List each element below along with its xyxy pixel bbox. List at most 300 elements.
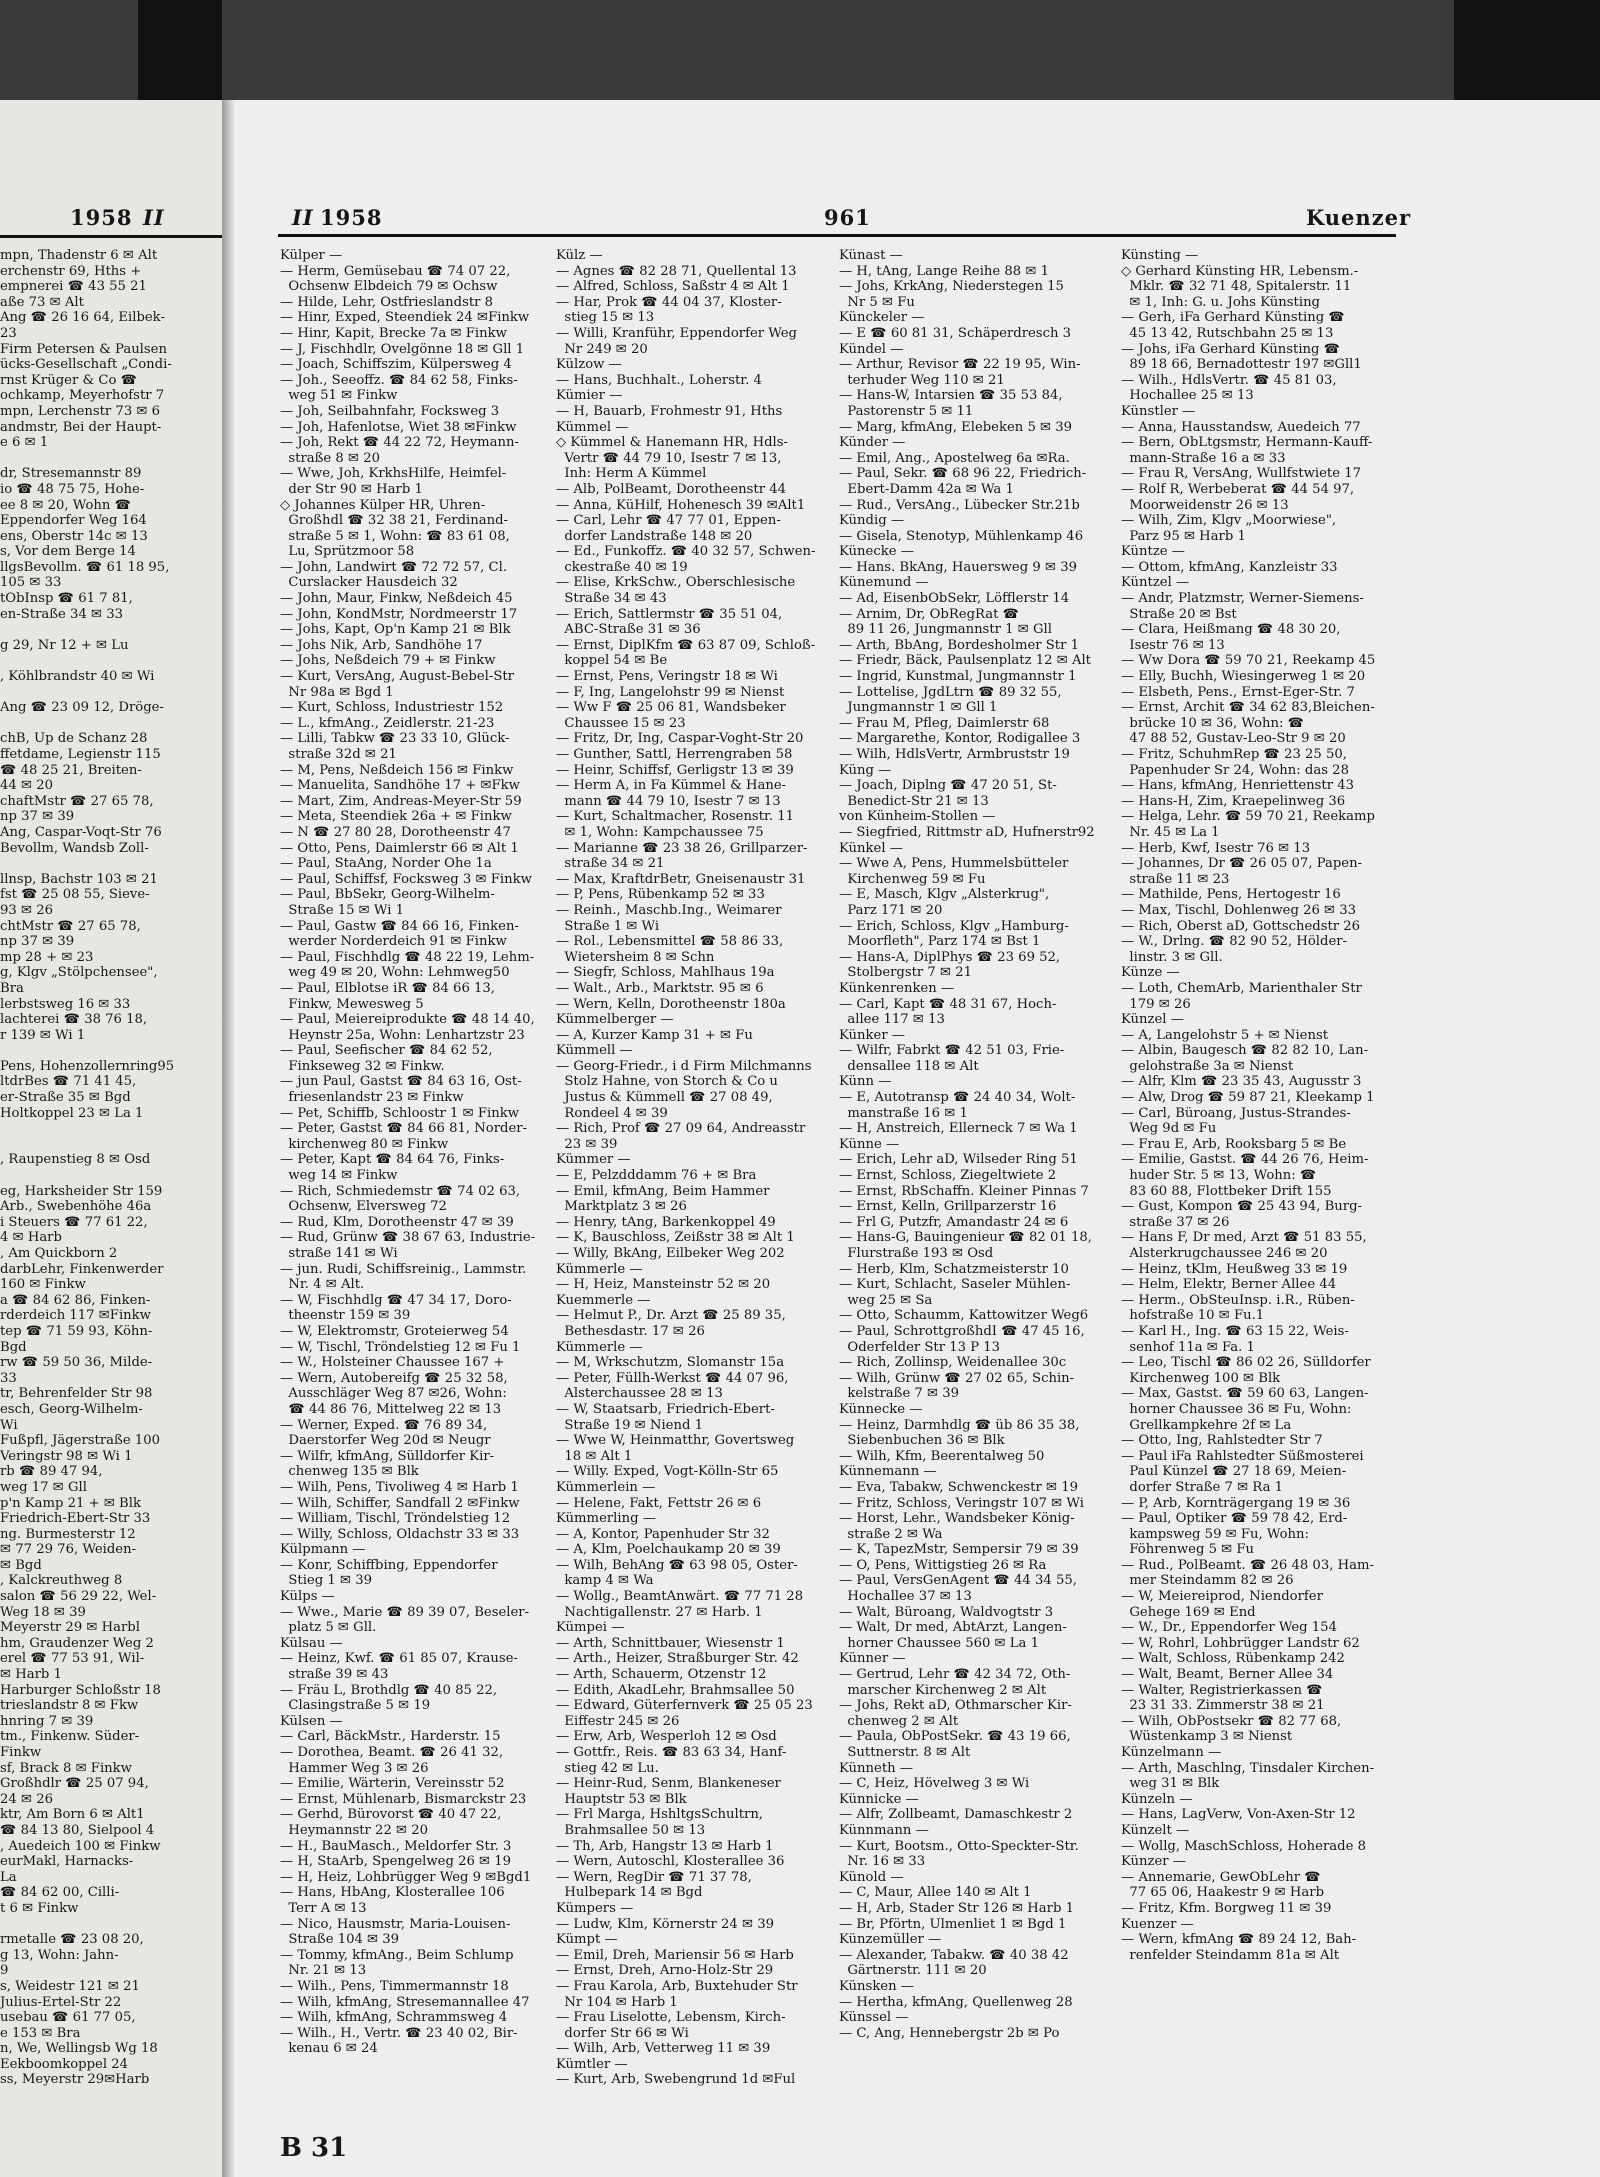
directory-entry-line: — Clara, Heißmang ☎ 48 30 20, (1121, 622, 1341, 638)
directory-entry-line: — W, Elektromstr, Groteierweg 54 (280, 1323, 509, 1339)
directory-entry-line: Künzeln — (1121, 1791, 1193, 1807)
book-gutter (222, 100, 236, 2177)
left-fragment-line: ss, Meyerstr 29✉Harb (0, 2072, 150, 2088)
directory-entry-line: — Friedr, Bäck, Paulsenplatz 12 ✉ Alt (839, 653, 1091, 669)
directory-entry-line: 179 ✉ 26 (1121, 996, 1191, 1012)
directory-entry-line: Künzelt — (1121, 1822, 1190, 1838)
directory-entry-line: — Willy, Schloss, Oldachstr 33 ✉ 33 (280, 1526, 520, 1542)
directory-entry-line: — Carl, BäckMstr., Harderstr. 15 (280, 1729, 501, 1745)
directory-entry-line: — Anna, Hausstandsw, Auedeich 77 (1121, 419, 1361, 435)
directory-entry-line: — Ottom, kfmAng, Kanzleistr 33 (1121, 559, 1338, 575)
directory-entry-line: Finkw, Mewesweg 5 (280, 996, 424, 1012)
directory-entry-line: Künold — (839, 1869, 904, 1885)
directory-entry-line: Kümpers — (556, 1900, 634, 1916)
header-section: II (292, 205, 314, 230)
directory-entry-line: — Hans, HbAng, Klosterallee 106 (280, 1885, 505, 1901)
directory-entry-line: — Hans, kfmAng, Henriettenstr 43 (1121, 778, 1354, 794)
directory-entry-line: Oderfelder Str 13 P 13 (839, 1339, 1001, 1355)
directory-entry-line: — Wilh., H., Vertr. ☎ 23 40 02, Bir- (280, 2025, 518, 2041)
directory-entry-line: — Elise, KrkSchw., Oberschlesische (556, 575, 796, 591)
directory-entry-line: — Kurt, Schlacht, Saseler Mühlen- (839, 1277, 1071, 1293)
directory-entry-line: friesenlandstr 23 ✉ Finkw (280, 1090, 464, 1106)
directory-entry-line: — Peter, Kapt ☎ 84 64 76, Finks- (280, 1152, 505, 1168)
directory-entry-line: — Wern, Kelln, Dorotheenstr 180a (556, 996, 786, 1012)
directory-entry-line: Hochallee 37 ✉ 13 (839, 1589, 972, 1605)
left-fragment-line: e 153 ✉ Bra (0, 2025, 81, 2041)
directory-entry-line: — Wwe A, Pens, Hummelsbütteler (839, 856, 1069, 872)
directory-entry-line: — Marg, kfmAng, Elebeken 5 ✉ 39 (839, 419, 1073, 435)
directory-entry-line: — W, Rohrl, Lohbrügger Landstr 62 (1121, 1635, 1360, 1651)
directory-entry-line: — Hans. BkAng, Hauersweg 9 ✉ 39 (839, 559, 1077, 575)
directory-entry-line: — Paul, VersGenAgent ☎ 44 34 55, (839, 1573, 1077, 1589)
directory-entry-line: straße 39 ✉ 43 (280, 1667, 389, 1683)
directory-entry-line: — Kurt, Schaltmacher, Rosenstr. 11 (556, 809, 795, 825)
directory-entry-line: — Wilh, Kfm, Beerentalweg 50 (839, 1448, 1045, 1464)
directory-entry-line: Kümier — (556, 388, 623, 404)
directory-entry-line: Künsting — (1121, 248, 1199, 263)
left-fragment-line: trieslandstr 8 ✉ Fkw (0, 1698, 139, 1714)
directory-entry-line: straße 11 ✉ 23 (1121, 871, 1230, 887)
left-fragment-line: 4 ✉ Harb (0, 1230, 62, 1246)
directory-entry-line: — William, Tischl, Tröndelstieg 12 (280, 1511, 511, 1527)
signature-mark: B 31 (280, 2133, 348, 2163)
directory-entry-line: — Helm, Elektr, Berner Allee 44 (1121, 1277, 1337, 1293)
directory-entry-line: — Herm A, in Fa Kümmel & Hane- (556, 778, 787, 794)
directory-entry-line: Kümmerle — (556, 1261, 643, 1277)
directory-entry-line: 45 13 42, Rutschbahn 25 ✉ 13 (1121, 325, 1334, 341)
left-fragment-line: en-Straße 34 ✉ 33 (0, 606, 124, 622)
directory-entry-line: — Frau Liselotte, Lebensm, Kirch- (556, 2010, 786, 2026)
left-fragment-line: Ang, Caspar-Voqt-Str 76 (0, 824, 162, 840)
directory-entry-line: — jun. Rudi, Schiffsreinig., Lammstr. (280, 1261, 527, 1277)
left-fragment-line: rnst Krüger & Co ☎ (0, 372, 138, 388)
directory-entry-line: — Walt, Beamt, Berner Allee 34 (1121, 1667, 1334, 1683)
left-fragment-line: llgsBevollm. ☎ 61 18 95, (0, 559, 170, 575)
directory-entry-line: Kümmer — (556, 1152, 631, 1168)
directory-entry-line: — Agnes ☎ 82 28 71, Quellental 13 (556, 263, 797, 279)
directory-entry-line: Künzel — (1121, 1012, 1184, 1028)
directory-entry-line: Nr 249 ✉ 20 (556, 341, 648, 357)
directory-entry-line: — John, Maur, Finkw, Neßdeich 45 (280, 591, 513, 607)
directory-entry-line: weg 31 ✉ Blk (1121, 1776, 1220, 1792)
left-fragment-line (0, 1121, 218, 1137)
left-fragment-line: Fußpfl, Jägerstraße 100 (0, 1433, 160, 1449)
directory-entry-line: Künnmann — (839, 1822, 929, 1838)
directory-entry-line: — Rich, Oberst aD, Gottschedstr 26 (1121, 918, 1361, 934)
directory-entry-line: Künemund — (839, 575, 929, 591)
left-fragment-line: , Köhlbrandstr 40 ✉ Wi (0, 669, 155, 685)
directory-entry-line: — A, Klm, Poelchaukamp 20 ✉ 39 (556, 1542, 781, 1558)
left-fragment-line: Firm Petersen & Paulsen (0, 341, 167, 357)
directory-entry-line: — C, Ang, Hennebergstr 2b ✉ Po (839, 2025, 1060, 2041)
left-fragment-line: ☎ 84 62 00, Cilli- (0, 1885, 120, 1901)
left-fragment-line: ng. Burmesterstr 12 (0, 1526, 136, 1542)
directory-entry-line: manstraße 16 ✉ 1 (839, 1105, 968, 1121)
left-fragment-line: dr, Stresemannstr 89 (0, 466, 142, 482)
directory-entry-line: — Andr, Platzmstr, Werner-Siemens- (1121, 591, 1364, 607)
directory-entry-line: Paul Künzel ☎ 27 18 69, Meien- (1121, 1464, 1347, 1480)
left-fragment-line: Julius-Ertel-Str 22 (0, 1994, 122, 2010)
directory-entry-line: stieg 42 ✉ Lu. (556, 1760, 659, 1776)
directory-entry-line: — Gertrud, Lehr ☎ 42 34 72, Oth- (839, 1667, 1071, 1683)
directory-entry-line: — Loth, ChemArb, Marienthaler Str (1121, 980, 1362, 996)
directory-entry-line: Hammer Weg 3 ✉ 26 (280, 1760, 429, 1776)
directory-entry-line: linstr. 3 ✉ Gll. (1121, 949, 1223, 965)
directory-entry-line: — Herb, Kwf, Isestr 76 ✉ 13 (1121, 840, 1311, 856)
directory-entry-line: — Johs, KrkAng, Niederstegen 15 (839, 279, 1064, 295)
left-fragment-line: np 37 ✉ 39 (0, 809, 75, 825)
directory-entry-line: — Max, KraftdrBetr, Gneisenaustr 31 (556, 871, 806, 887)
left-page-fragment-column (0, 248, 218, 2088)
left-fragment-line: , Kalckreuthweg 8 (0, 1573, 123, 1589)
left-fragment-line: ücks-Gesellschaft „Condi- (0, 357, 172, 373)
left-fragment-line: ☎ 48 25 21, Breiten- (0, 762, 142, 778)
directory-entry-line: theenstr 159 ✉ 39 (280, 1308, 411, 1324)
directory-entry-line: Künzelmann — (1121, 1745, 1222, 1760)
directory-entry-line: — Wern, Autobereifg ☎ 25 32 58, (280, 1370, 508, 1386)
directory-entry-line: Eiffestr 245 ✉ 26 (556, 1713, 680, 1729)
left-fragment-line: Weg 18 ✉ 39 (0, 1604, 86, 1620)
directory-entry-line: — W, Tischl, Tröndelstieg 12 ✉ Fu 1 (280, 1339, 521, 1355)
directory-entry-line: — Emilie, Wärterin, Vereinsstr 52 (280, 1776, 505, 1792)
directory-entry-line: Kuemmerle — (556, 1292, 651, 1308)
directory-entry-line: Künecke — (839, 544, 914, 560)
left-fragment-line: 23 (0, 325, 17, 341)
directory-entry-line: Straße 20 ✉ Bst (1121, 606, 1237, 622)
directory-entry-line: straße 37 ✉ 26 (1121, 1214, 1230, 1230)
directory-entry-line: — Ernst, DiplKfm ☎ 63 87 09, Schloß- (556, 637, 816, 653)
directory-entry-line: — Joach, Diplng ☎ 47 20 51, St- (839, 778, 1057, 794)
directory-entry-line: chenweg 2 ✉ Alt (839, 1713, 959, 1729)
directory-entry-line: — Wilh, Pens, Tivoliweg 4 ✉ Harb 1 (280, 1479, 519, 1495)
directory-entry-line: — Emilie, Gastst. ☎ 44 26 76, Heim- (1121, 1152, 1369, 1168)
left-fragment-line: ktr, Am Born 6 ✉ Alt1 (0, 1807, 145, 1823)
directory-entry-line: Benedict-Str 21 ✉ 13 (839, 793, 989, 809)
left-fragment-line: tep ☎ 71 59 93, Köhn- (0, 1323, 153, 1339)
directory-entry-line: — Hinr, Exped, Steendiek 24 ✉Finkw (280, 310, 530, 326)
directory-entry-line: — Joach, Schiffszim, Külpersweg 4 (280, 357, 512, 373)
directory-entry-line: — Hans-A, DiplPhys ☎ 23 69 52, (839, 949, 1061, 965)
directory-entry-line: — Wwe, Joh, KrkhsHilfe, Heimfel- (280, 466, 507, 482)
directory-entry-line: — Joh., Seeoffz. ☎ 84 62 58, Finks- (280, 372, 518, 388)
directory-entry-line: Künkenrenken — (839, 980, 955, 996)
directory-entry-line: — Joh, Rekt ☎ 44 22 72, Heymann- (280, 435, 519, 451)
directory-entry-line: — Ernst, Dreh, Arno-Holz-Str 29 (556, 1963, 774, 1979)
directory-entry-line: — Rud, Grünw ☎ 38 67 63, Industrie- (280, 1230, 536, 1246)
left-fragment-line: Friedrich-Ebert-Str 33 (0, 1511, 151, 1527)
directory-entry-line: Kümmel — (556, 419, 629, 435)
directory-entry-line: 89 18 66, Bernadottestr 197 ✉Gll1 (1121, 357, 1362, 373)
directory-entry-line: — Johs Nik, Arb, Sandhöhe 17 (280, 637, 483, 653)
directory-entry-line: — A, Kurzer Kamp 31 + ✉ Fu (556, 1027, 753, 1043)
left-fragment-line (0, 1043, 218, 1059)
directory-entry-line: Ausschläger Weg 87 ✉26, Wohn: (280, 1386, 507, 1402)
directory-entry-line: — Henry, tAng, Barkenkoppel 49 (556, 1214, 776, 1230)
left-fragment-line: Ang ☎ 26 16 64, Eilbek- (0, 310, 165, 326)
left-page-section: II (143, 205, 165, 230)
left-fragment-line: Ang ☎ 23 09 12, Dröge- (0, 700, 164, 716)
directory-entry-line: — Ernst, Schloss, Ziegeltwiete 2 (839, 1168, 1057, 1184)
directory-entry-line: 47 88 52, Gustav-Leo-Str 9 ✉ 20 (1121, 731, 1346, 747)
directory-entry-line: ◇ Kümmel & Hanemann HR, Hdls- (556, 435, 788, 451)
directory-entry-line: — Heinr, Schiffsf, Gerligstr 13 ✉ 39 (556, 762, 794, 778)
directory-entry-line: — Rich, Prof ☎ 27 09 64, Andreasstr (556, 1121, 806, 1137)
directory-entry-line: — Wollg, MaschSchloss, Hoherade 8 (1121, 1838, 1366, 1854)
left-fragment-line: fst ☎ 25 08 55, Sieve- (0, 887, 150, 903)
directory-entry-line: straße 5 ✉ 1, Wohn: ☎ 83 61 08, (280, 528, 510, 544)
directory-entry-line: — Erich, Lehr aD, Wilseder Ring 51 (839, 1152, 1078, 1168)
directory-entry-line: — Fritz, Dr, Ing, Caspar-Voght-Str 20 (556, 731, 804, 747)
directory-entry-line: — Wilh, kfmAng, Stresemannallee 47 (280, 1994, 530, 2010)
left-fragment-line: Finkw (0, 1745, 42, 1760)
directory-entry-line: — W, Fischhdlg ☎ 47 34 17, Doro- (280, 1292, 512, 1308)
directory-entry-line: — Paul, Gastw ☎ 84 66 16, Finken- (280, 918, 519, 934)
directory-entry-line: Stolbergstr 7 ✉ 21 (839, 965, 973, 981)
left-fragment-line: salon ☎ 56 29 22, Wel- (0, 1589, 157, 1605)
directory-entry-line: kamp 4 ✉ Wa (556, 1573, 654, 1589)
directory-entry-line: — Alexander, Tabakw. ☎ 40 38 42 (839, 1947, 1069, 1963)
directory-entry-line: Marktplatz 3 ✉ 26 (556, 1199, 687, 1215)
directory-entry-line: — Dorothea, Beamt. ☎ 26 41 32, (280, 1745, 504, 1760)
directory-entry-line: — Hans F, Dr med, Arzt ☎ 51 83 55, (1121, 1230, 1367, 1246)
directory-entry-line: weg 51 ✉ Finkw (280, 388, 398, 404)
directory-entry-line: — Meta, Steendiek 26a + ✉ Finkw (280, 809, 512, 825)
directory-entry-line: — P, Pens, Rübenkamp 52 ✉ 33 (556, 887, 765, 903)
directory-entry-line: werder Norderdeich 91 ✉ Finkw (280, 934, 507, 950)
directory-entry-line: Parz 171 ✉ 20 (839, 902, 943, 918)
directory-entry-line: Kümpei — (556, 1620, 625, 1636)
directory-entry-line: — Gisela, Stenotyp, Mühlenkamp 46 (839, 528, 1084, 544)
directory-entry-line: — Max, Tischl, Dohlenweg 26 ✉ 33 (1121, 902, 1357, 918)
left-page-year: 1958 (70, 205, 133, 230)
directory-entry-line: — Paul, Schiffsf, Focksweg 3 ✉ Finkw (280, 871, 532, 887)
directory-entry-line: — Edith, AkadLehr, Brahmsallee 50 (556, 1682, 795, 1698)
directory-entry-line: — Herm, Gemüsebau ☎ 74 07 22, (280, 263, 511, 279)
directory-entry-line: — K, Bauschloss, Zeißstr 38 ✉ Alt 1 (556, 1230, 795, 1246)
directory-entry-line: — Arnim, Dr, ObRegRat ☎ (839, 606, 1020, 622)
directory-entry-line: kenau 6 ✉ 24 (280, 2041, 378, 2057)
directory-entry-line: — Wern, Autoschl, Klosterallee 36 (556, 1854, 785, 1870)
directory-entry-line: — Karl H., Ing. ☎ 63 15 22, Weis- (1121, 1323, 1349, 1339)
directory-entry-line: densallee 118 ✉ Alt (839, 1058, 979, 1074)
directory-entry-line: — Paula, ObPostSekr. ☎ 43 19 66, (839, 1729, 1071, 1745)
directory-entry-line: — Gust, Kompon ☎ 25 43 94, Burg- (1121, 1199, 1362, 1215)
left-fragment-line: 160 ✉ Finkw (0, 1277, 86, 1293)
directory-entry-line: Külps — (280, 1589, 335, 1605)
directory-entry-line: Isestr 76 ✉ 13 (1121, 637, 1225, 653)
directory-entry-line: gelohstraße 3a ✉ Nienst (1121, 1058, 1294, 1074)
directory-entry-line: — Elly, Buchh, Wiesingerweg 1 ✉ 20 (1121, 669, 1366, 685)
directory-entry-line: — W., Drlng. ☎ 82 90 52, Hölder- (1121, 934, 1348, 950)
directory-entry-line: — Nico, Hausmstr, Maria-Louisen- (280, 1916, 511, 1932)
directory-entry-line: — Wern, RegDir ☎ 71 37 78, (556, 1869, 752, 1885)
directory-entry-line: Künne — (839, 1136, 900, 1152)
directory-entry-line: Großhdl ☎ 32 38 21, Ferdinand- (280, 513, 508, 529)
directory-entry-line: Stieg 1 ✉ 39 (280, 1573, 372, 1589)
directory-entry-line: Nr. 4 ✉ Alt. (280, 1277, 365, 1293)
directory-entry-line: Künder — (839, 435, 906, 451)
directory-entry-line: der Str 90 ✉ Harb 1 (280, 481, 423, 497)
directory-entry-line: — Wilfr, kfmAng, Sülldorfer Kir- (280, 1448, 495, 1464)
left-fragment-line: chaftMstr ☎ 27 65 78, (0, 793, 154, 809)
directory-entry-line: — W, Meiereiprod, Niendorfer (1121, 1589, 1323, 1605)
directory-entry-line: — Gottfr., Reis. ☎ 83 63 34, Hanf- (556, 1745, 787, 1760)
directory-entry-line: — Gerhd, Bürovorst ☎ 40 47 22, (280, 1807, 502, 1823)
directory-entry-line: — Fritz, Kfm. Borgweg 11 ✉ 39 (1121, 1900, 1332, 1916)
directory-entry-line: Kümpt — (556, 1932, 618, 1948)
directory-entry-line: — E, Masch, Klgv „Alsterkrug", (839, 887, 1050, 903)
directory-entry-line: — Br, Pförtn, Ulmenliet 1 ✉ Bgd 1 (839, 1916, 1067, 1932)
directory-entry-line: — Willi, Kranführ, Eppendorfer Weg (556, 325, 797, 341)
left-fragment-line: g, Klgv „Stölpchensee", (0, 965, 158, 981)
directory-entry-line: — Paul, SchrottgroßhdI ☎ 47 45 16, (839, 1323, 1085, 1339)
directory-entry-line: — Kurt, Arb, Swebengrund 1d ✉Ful (556, 2072, 796, 2088)
directory-entry-line: — Emil, Ang., Apostelweg 6a ✉Ra. (839, 450, 1070, 466)
directory-entry-line: — Wilh, ObPostsekr ☎ 82 77 68, (1121, 1713, 1342, 1729)
left-fragment-line: Arb., Swebenhöhe 46a (0, 1199, 152, 1215)
directory-entry-line: — Lilli, Tabkw ☎ 23 33 10, Glück- (280, 731, 510, 747)
directory-entry-line: — Arth, Schnittbauer, Wiesenstr 1 (556, 1635, 785, 1651)
directory-entry-line: — Paul, Meiereiprodukte ☎ 48 14 40, (280, 1012, 535, 1028)
directory-entry-line: marscher Kirchenweg 2 ✉ Alt (839, 1682, 1047, 1698)
directory-entry-line: ✉ 1, Inh: G. u. Johs Künsting (1121, 294, 1321, 310)
directory-entry-line: Clasingstraße 5 ✉ 19 (280, 1698, 431, 1714)
directory-entry-line: — Arth, Maschlng, Tinsdaler Kirchen- (1121, 1760, 1375, 1776)
directory-entry-line: — F, Ing, Langelohstr 99 ✉ Nienst (556, 684, 785, 700)
directory-entry-line: Bethesdastr. 17 ✉ 26 (556, 1323, 705, 1339)
left-fragment-line: Großhdlr ☎ 25 07 94, (0, 1776, 149, 1792)
directory-entry-line: — John, Landwirt ☎ 72 72 57, Cl. (280, 559, 508, 575)
directory-entry-line: — W, Staatsarb, Friedrich-Ebert- (556, 1401, 775, 1417)
left-fragment-line: ☎ 84 13 80, Sielpool 4 (0, 1822, 155, 1838)
directory-entry-line: — Paul, Fischhdlg ☎ 48 22 19, Lehm- (280, 949, 535, 965)
directory-entry-line: Kümmerlein — (556, 1479, 656, 1495)
directory-entry-line: — Rud., PolBeamt. ☎ 26 48 03, Ham- (1121, 1557, 1374, 1573)
left-fragment-line: ee 8 ✉ 20, Wohn ☎ (0, 497, 131, 513)
directory-entry-line: — Eva, Tabakw, Schwenckestr ✉ 19 (839, 1479, 1079, 1495)
directory-entry-line: — Margarethe, Kontor, Rodigallee 3 (839, 731, 1081, 747)
directory-entry-line: — E, Autotransp ☎ 24 40 34, Wolt- (839, 1090, 1076, 1106)
left-fragment-line (0, 716, 218, 732)
directory-entry-line: — Mart, Zim, Andreas-Meyer-Str 59 (280, 793, 522, 809)
directory-entry-line: — Hinr, Kapit, Brecke 7a ✉ Finkw (280, 325, 507, 341)
directory-entry-line: — Fritz, SchuhmRep ☎ 23 25 50, (1121, 747, 1347, 762)
directory-entry-line: — Wwe W, Heinmatthr, Govertsweg (556, 1433, 795, 1449)
directory-entry-line: — Konr, Schiffbing, Eppendorfer (280, 1557, 498, 1573)
directory-entry-line: — Paul, StaAng, Norder Ohe 1a (280, 856, 492, 872)
directory-entry-line: — Peter, Füllh-Werkst ☎ 44 07 96, (556, 1370, 789, 1386)
directory-entry-line: — Paul, Elblotse iR ☎ 84 66 13, (280, 980, 495, 996)
directory-entry-line: — Walt, Dr med, AbtArzt, Langen- (839, 1620, 1067, 1636)
directory-entry-line: Heynstr 25a, Wohn: Lenhartzstr 23 (280, 1027, 525, 1043)
directory-entry-line: Künker — (839, 1027, 906, 1043)
left-fragment-line: ✉ Harb 1 (0, 1667, 62, 1683)
left-fragment-line: tm., Finkenw. Süder- (0, 1729, 140, 1745)
directory-entry-line: Lu, Sprützmoor 58 (280, 544, 415, 560)
directory-entry-line: Hochallee 25 ✉ 13 (1121, 388, 1254, 404)
directory-entry-line: Suttnerstr. 8 ✉ Alt (839, 1745, 971, 1760)
left-fragment-line: io ☎ 48 75 75, Hohe- (0, 481, 145, 497)
directory-entry-line: — Hans-W, Intarsien ☎ 35 53 84, (839, 388, 1063, 404)
left-fragment-line: chtMstr ☎ 27 65 78, (0, 918, 141, 934)
directory-entry-line: — Johs, Rekt aD, Othmarscher Kir- (839, 1698, 1072, 1714)
directory-entry-line: Ochsenw, Elversweg 72 (280, 1199, 447, 1215)
left-fragment-line: hnring 7 ✉ 39 (0, 1713, 94, 1729)
directory-entry-line: — Th, Arb, Hangstr 13 ✉ Harb 1 (556, 1838, 774, 1854)
directory-entry-line: — Ed., Funkoffz. ☎ 40 32 57, Schwen- (556, 544, 816, 560)
directory-entry-line: — Wilfr, Fabrkt ☎ 42 51 03, Frie- (839, 1043, 1065, 1059)
directory-entry-line: Nr. 45 ✉ La 1 (1121, 824, 1220, 840)
directory-entry-line: — Walt., Arb., Marktstr. 95 ✉ 6 (556, 980, 764, 996)
directory-entry-line: Gärtnerstr. 111 ✉ 20 (839, 1963, 987, 1979)
left-fragment-line: Harburger Schloßstr 18 (0, 1682, 161, 1698)
directory-column-4 (1121, 248, 1399, 1963)
directory-entry-line: — Georg-Friedr., i d Firm Milchmanns (556, 1058, 812, 1074)
left-fragment-line: tObInsp ☎ 61 7 81, (0, 591, 133, 607)
directory-entry-line: — Gunther, Sattl, Herrengraben 58 (556, 747, 793, 762)
directory-entry-line: ckestraße 40 ✉ 19 (556, 559, 688, 575)
directory-entry-line: — Reinh., Maschb.Ing., Weimarer (556, 902, 782, 918)
directory-entry-line: chenweg 135 ✉ Blk (280, 1464, 419, 1480)
directory-entry-line: — Heinz, Kwf. ☎ 61 85 07, Krause- (280, 1651, 518, 1667)
directory-entry-line: ◇ Gerhard Künsting HR, Lebensm.- (1121, 263, 1359, 279)
directory-entry-line: — Gerh, iFa Gerhard Künsting ☎ (1121, 310, 1345, 326)
directory-entry-line: Kirchenweg 100 ✉ Blk (1121, 1370, 1281, 1386)
directory-entry-line: Wietersheim 8 ✉ Schn (556, 949, 715, 965)
left-fragment-line (0, 1917, 218, 1933)
left-fragment-line: mp 28 + ✉ 23 (0, 949, 94, 965)
directory-entry-line: Künckeler — (839, 310, 925, 326)
directory-entry-line: Vertr ☎ 44 79 10, Isestr 7 ✉ 13, (556, 450, 782, 466)
left-fragment-line (0, 451, 218, 467)
directory-entry-line: Mklr. ☎ 32 71 48, Spitalerstr. 11 (1121, 279, 1352, 295)
directory-entry-line: 83 60 88, Flottbeker Drift 155 (1121, 1183, 1332, 1199)
directory-entry-line: — Otto, Pens, Daimlerstr 66 ✉ Alt 1 (280, 840, 519, 856)
directory-entry-line: Moorfleth", Parz 174 ✉ Bst 1 (839, 934, 1041, 950)
directory-entry-line: — N ☎ 27 80 28, Dorotheenstr 47 (280, 824, 511, 840)
directory-entry-line: — Wilh., HdlsVertr. ☎ 45 81 03, (1121, 372, 1337, 388)
directory-entry-line: — Erich, Sattlermstr ☎ 35 51 04, (556, 606, 783, 622)
directory-entry-line: Kirchenweg 59 ✉ Fu (839, 871, 986, 887)
left-fragment-line (0, 653, 218, 669)
left-fragment-line: esch, Georg-Wilhelm- (0, 1401, 143, 1417)
directory-entry-line: Künnemann — (839, 1464, 937, 1480)
header-year: 1958 (320, 205, 383, 230)
directory-entry-line: — Edward, Güterfernverk ☎ 25 05 23 (556, 1698, 813, 1714)
directory-entry-line: — Frau M, Pfleg, Daimlerstr 68 (839, 715, 1050, 731)
left-fragment-line: , Am Quickborn 2 (0, 1246, 118, 1261)
directory-entry-line: horner Chaussee 560 ✉ La 1 (839, 1635, 1039, 1651)
directory-entry-line: — Rich, Schmiedemstr ☎ 74 02 63, (280, 1183, 521, 1199)
directory-entry-line: — Ernst, Kelln, Grillparzerstr 16 (839, 1199, 1057, 1215)
directory-entry-line: Flurstraße 193 ✉ Osd (839, 1246, 994, 1261)
directory-entry-line: Föhrenweg 5 ✉ Fu (1121, 1542, 1255, 1558)
left-fragment-line: t 6 ✉ Finkw (0, 1900, 79, 1916)
left-fragment-line (0, 622, 218, 638)
directory-entry-line: — H., BauMasch., Meldorfer Str. 3 (280, 1838, 512, 1854)
directory-entry-line: — Paul, Seefischer ☎ 84 62 52, (280, 1043, 493, 1059)
directory-entry-line: Alsterchaussee 28 ✉ 13 (556, 1386, 723, 1402)
directory-entry-line: — M, Pens, Neßdeich 156 ✉ Finkw (280, 762, 514, 778)
directory-entry-line: — Hans, LagVerw, Von-Axen-Str 12 (1121, 1807, 1356, 1823)
left-fragment-line: La (0, 1869, 17, 1885)
directory-entry-line: Terr A ✉ 13 (280, 1900, 367, 1916)
directory-entry-line: — Wilh., Pens, Timmermannstr 18 (280, 1978, 509, 1994)
directory-entry-line: Nr 98a ✉ Bgd 1 (280, 684, 394, 700)
directory-entry-line: Chaussee 15 ✉ 23 (556, 715, 686, 731)
left-fragment-line: Bra (0, 980, 24, 996)
left-fragment-line: erchenstr 69, Hths + (0, 263, 142, 279)
